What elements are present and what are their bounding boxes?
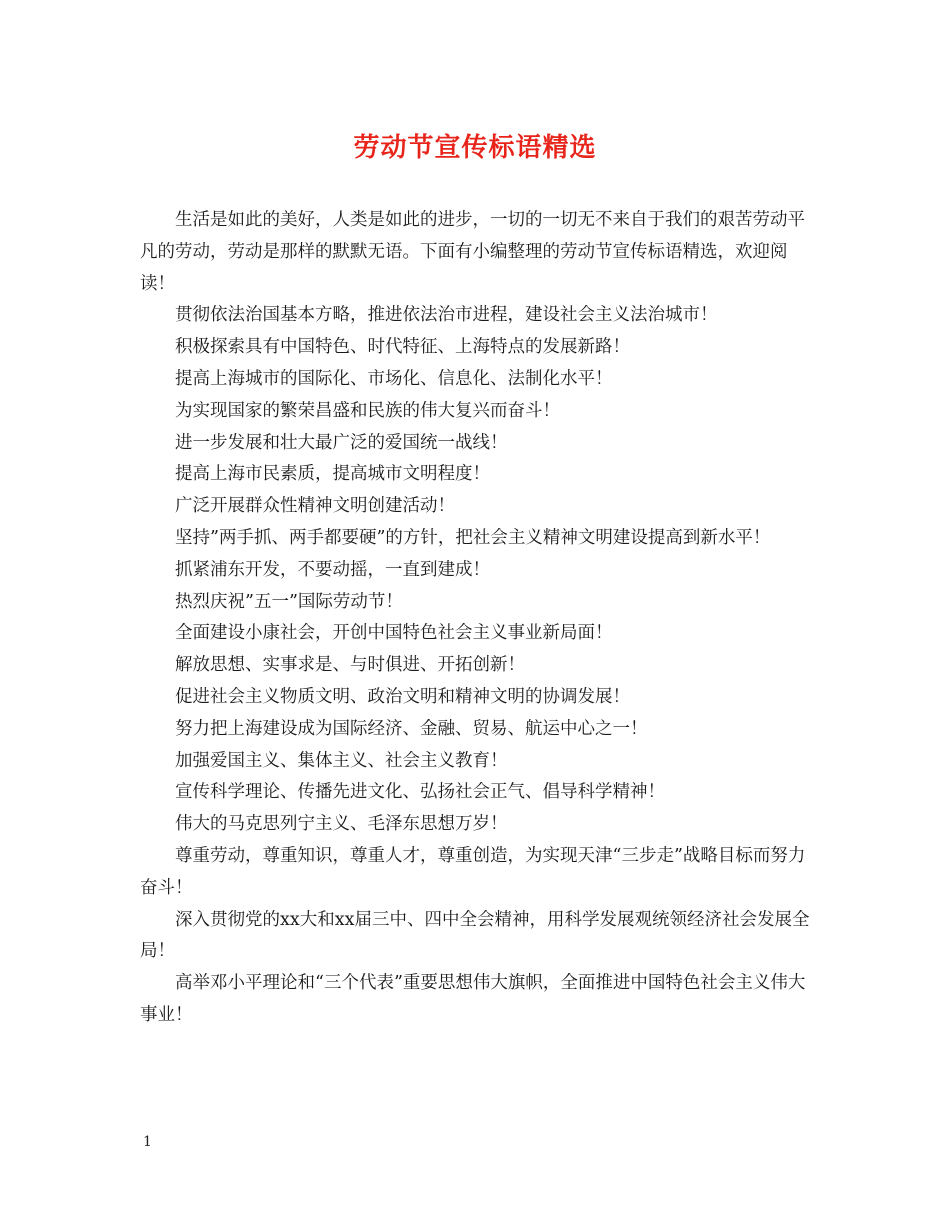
paragraph-intro: 生活是如此的美好，人类是如此的进步，一切的一切无不来自于我们的艰苦劳动平凡的劳动，劳动是那样的默默无语。下面有小编整理的劳动节宣传标语精选，欢迎阅读！ <box>140 210 805 294</box>
slogan-line: 广泛开展群众性精神文明创建活动！ <box>175 496 455 517</box>
page-number: 1 <box>143 1134 152 1150</box>
slogan-line: 提高上海城市的国际化、市场化、信息化、法制化水平！ <box>175 368 613 389</box>
slogan-line: 提高上海市民素质，提高城市文明程度！ <box>175 464 490 485</box>
slogan-line: 加强爱国主义、集体主义、社会主义教育！ <box>175 750 508 771</box>
slogan-line: 全面建设小康社会，开创中国特色社会主义事业新局面！ <box>175 623 613 644</box>
slogan-line: 坚持”两手抓、两手都要硬”的方针，把社会主义精神文明建设提高到新水平！ <box>175 527 771 548</box>
slogan-line: 高举邓小平理论和“三个代表”重要思想伟大旗帜，全面推进中国特色社会主义伟大事业！ <box>140 973 806 1025</box>
slogan-line: 抓紧浦东开发，不要动摇，一直到建成！ <box>175 559 490 580</box>
slogan-line: 积极探索具有中国特色、时代特征、上海特点的发展新路！ <box>175 337 630 358</box>
slogan-line: 宣传科学理论、传播先进文化、弘扬社会正气、倡导科学精神！ <box>175 782 665 803</box>
slogan-line: 为实现国家的繁荣昌盛和民族的伟大复兴而奋斗！ <box>175 400 560 421</box>
slogan-line: 热烈庆祝”五一”国际劳动节！ <box>175 591 403 612</box>
document-title: 劳动节宣传标语精选 <box>353 133 597 163</box>
slogan-line: 努力把上海建设成为国际经济、金融、贸易、航运中心之一！ <box>175 718 648 739</box>
slogan-line: 进一步发展和壮大最广泛的爱国统一战线！ <box>175 432 508 453</box>
slogan-line: 促进社会主义物质文明、政治文明和精神文明的协调发展！ <box>175 686 630 707</box>
slogan-line: 解放思想、实事求是、与时俱进、开拓创新！ <box>175 655 525 676</box>
slogan-line: 伟大的马克思列宁主义、毛泽东思想万岁！ <box>175 814 508 835</box>
slogan-line: 贯彻依法治国基本方略，推进依法治市进程，建设社会主义法治城市！ <box>175 305 718 326</box>
slogan-line: 深入贯彻党的xx大和xx届三中、四中全会精神，用科学发展观统领经济社会发展全局！ <box>140 909 810 962</box>
document-body <box>140 205 820 1032</box>
slogan-line: 尊重劳动，尊重知识，尊重人才，尊重创造，为实现天津“三步走”战略目标而努力奋斗！ <box>140 845 806 898</box>
